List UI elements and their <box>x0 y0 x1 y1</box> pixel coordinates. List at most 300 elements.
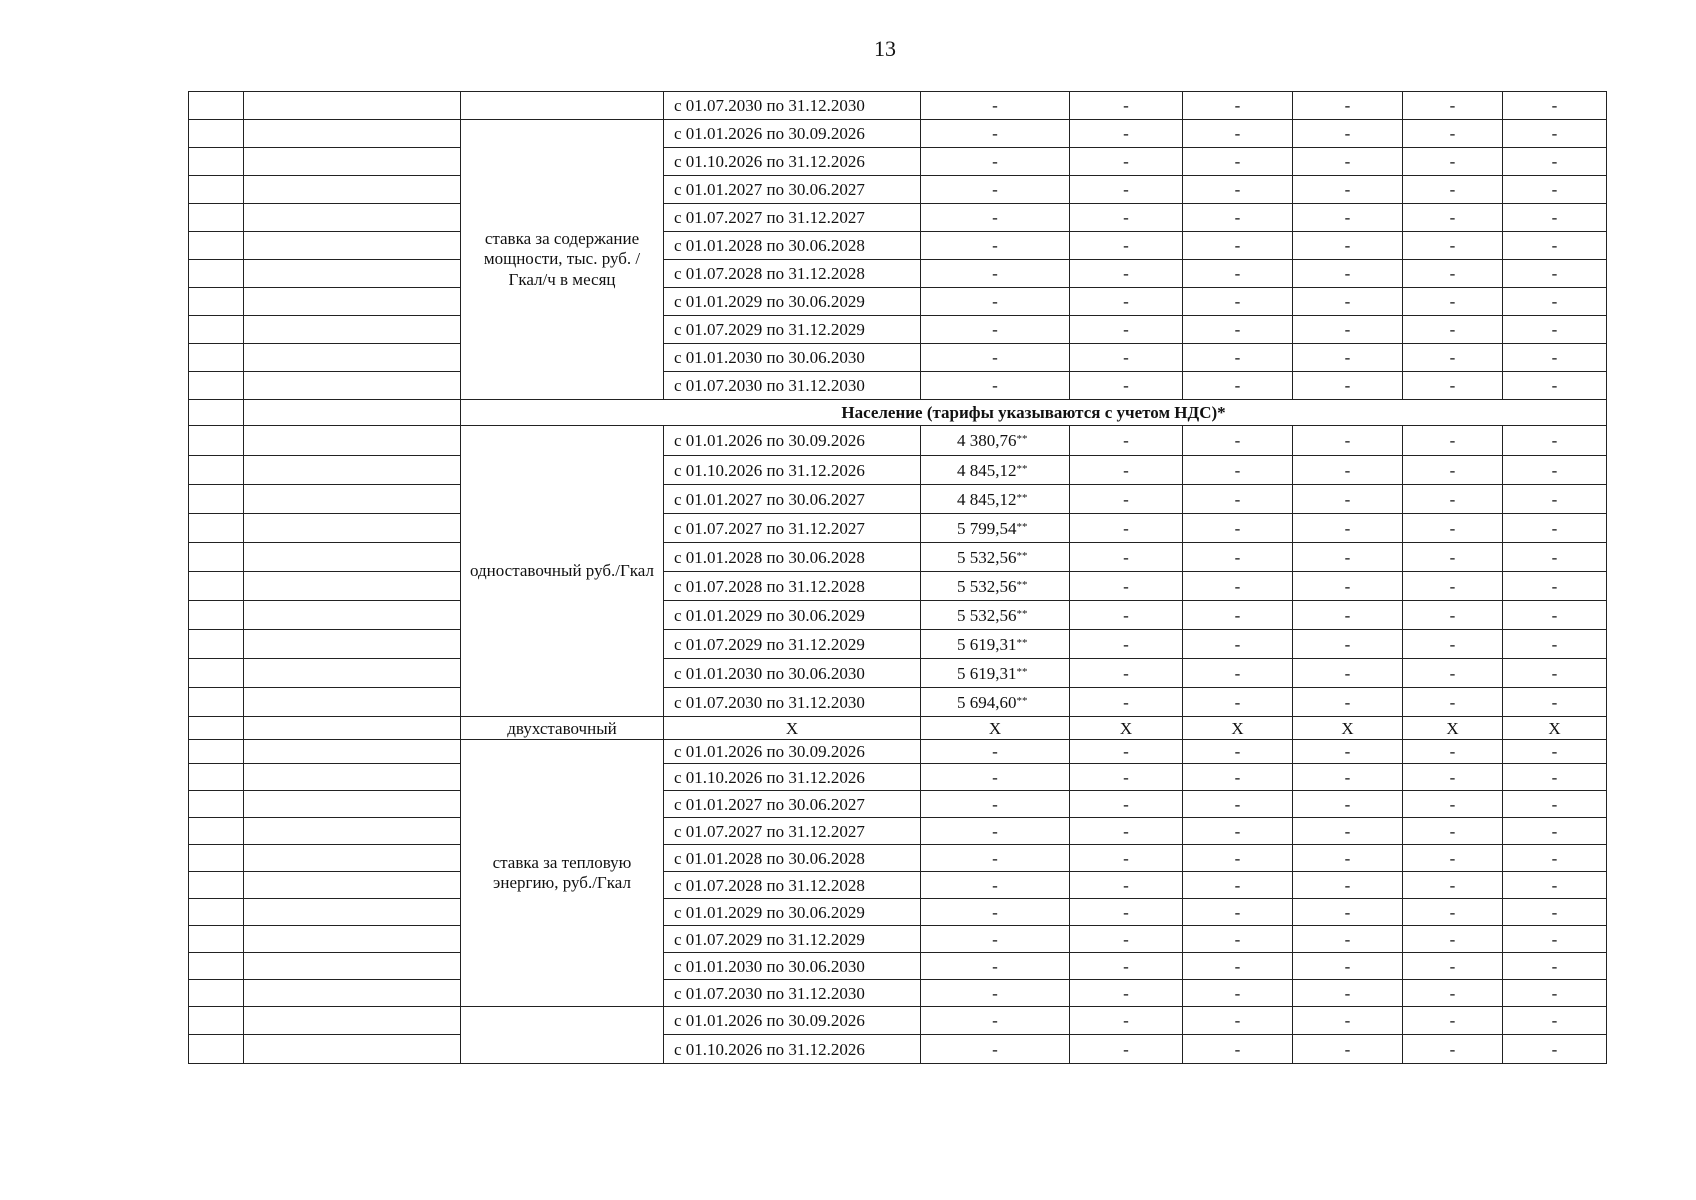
period-cell: с 01.07.2030 по 31.12.2030 <box>664 92 921 120</box>
table-row <box>189 791 1607 818</box>
dash-cell: - <box>921 120 1070 148</box>
organization-cell <box>244 717 461 740</box>
dash-cell: - <box>1183 818 1293 845</box>
dash-cell: - <box>1403 260 1503 288</box>
period-cell: с 01.01.2028 по 30.06.2028 <box>664 543 921 572</box>
period-cell: с 01.01.2027 по 30.06.2027 <box>664 791 921 818</box>
dash-cell: - <box>1070 92 1183 120</box>
dash-cell: - <box>1293 372 1403 400</box>
dash-cell: - <box>921 953 1070 980</box>
dash-cell: - <box>1403 791 1503 818</box>
row-number-cell <box>189 818 244 845</box>
period-cell: с 01.01.2030 по 30.06.2030 <box>664 953 921 980</box>
organization-cell <box>244 845 461 872</box>
period-cell: с 01.07.2027 по 31.12.2027 <box>664 514 921 543</box>
organization-cell <box>244 316 461 344</box>
dash-cell: - <box>1403 740 1503 764</box>
tariff-table <box>188 91 1607 1064</box>
organization-cell <box>244 232 461 260</box>
table-row <box>189 630 1607 659</box>
table-row <box>189 899 1607 926</box>
rate-type-label: одноставочный руб./Гкал <box>461 426 664 717</box>
dash-cell: - <box>1503 791 1607 818</box>
table-row <box>189 316 1607 344</box>
row-number-cell <box>189 426 244 456</box>
dash-cell: - <box>921 344 1070 372</box>
period-cell: с 01.07.2030 по 31.12.2030 <box>664 980 921 1007</box>
dash-cell: - <box>921 316 1070 344</box>
dash-cell: - <box>921 980 1070 1007</box>
dash-cell: - <box>1183 456 1293 485</box>
dash-cell: - <box>1403 514 1503 543</box>
table-row <box>189 543 1607 572</box>
table-row <box>189 953 1607 980</box>
dash-cell: - <box>1183 148 1293 176</box>
dash-cell: - <box>1293 926 1403 953</box>
organization-cell <box>244 344 461 372</box>
dash-cell: - <box>1070 485 1183 514</box>
dash-cell: - <box>1070 176 1183 204</box>
dash-cell: - <box>1503 92 1607 120</box>
organization-cell <box>244 260 461 288</box>
dash-cell: - <box>1403 232 1503 260</box>
dash-cell: - <box>1070 953 1183 980</box>
dash-cell: - <box>921 899 1070 926</box>
dash-cell: - <box>1293 176 1403 204</box>
dash-cell: - <box>1293 899 1403 926</box>
organization-cell <box>244 818 461 845</box>
table-row <box>189 1007 1607 1035</box>
dash-cell: - <box>1183 176 1293 204</box>
row-number-cell <box>189 372 244 400</box>
period-cell: с 01.01.2026 по 30.09.2026 <box>664 120 921 148</box>
dash-cell: - <box>1070 845 1183 872</box>
dash-cell: - <box>1403 659 1503 688</box>
dash-cell: - <box>1403 1035 1503 1064</box>
dash-cell: - <box>1293 232 1403 260</box>
dash-cell: - <box>1183 572 1293 601</box>
row-number-cell <box>189 980 244 1007</box>
organization-cell <box>244 514 461 543</box>
organization-cell <box>244 980 461 1007</box>
dash-cell: - <box>1070 456 1183 485</box>
dash-cell: - <box>921 232 1070 260</box>
tariff-value-cell <box>921 426 1070 456</box>
dash-cell: - <box>1183 899 1293 926</box>
row-number-cell <box>189 717 244 740</box>
period-cell: с 01.01.2026 по 30.09.2026 <box>664 426 921 456</box>
dash-cell: - <box>1293 514 1403 543</box>
dash-cell: - <box>1183 543 1293 572</box>
organization-cell <box>244 176 461 204</box>
tariff-value-cell <box>921 456 1070 485</box>
dash-cell: - <box>1293 92 1403 120</box>
dash-cell: - <box>1070 764 1183 791</box>
dash-cell: - <box>921 92 1070 120</box>
period-cell: с 01.01.2028 по 30.06.2028 <box>664 845 921 872</box>
row-number-cell <box>189 120 244 148</box>
period-cell: с 01.07.2028 по 31.12.2028 <box>664 260 921 288</box>
organization-cell <box>244 899 461 926</box>
table-row <box>189 688 1607 717</box>
row-number-cell <box>189 148 244 176</box>
dash-cell: - <box>1293 953 1403 980</box>
dash-cell: - <box>1070 572 1183 601</box>
dash-cell: - <box>1183 344 1293 372</box>
dash-cell: - <box>1403 485 1503 514</box>
period-cell: с 01.01.2026 по 30.09.2026 <box>664 740 921 764</box>
tariff-value-cell <box>921 601 1070 630</box>
footnote-mark: ** <box>1016 694 1028 707</box>
organization-cell <box>244 572 461 601</box>
dash-cell: - <box>1503 818 1607 845</box>
dash-cell: - <box>1293 485 1403 514</box>
dash-cell: - <box>921 872 1070 899</box>
table-row <box>189 572 1607 601</box>
dash-cell: - <box>1070 288 1183 316</box>
row-number-cell <box>189 764 244 791</box>
dash-cell: - <box>921 260 1070 288</box>
row-number-cell <box>189 344 244 372</box>
dash-cell: - <box>1183 232 1293 260</box>
dash-cell: - <box>1503 120 1607 148</box>
dash-cell: - <box>1503 204 1607 232</box>
dash-cell: - <box>1183 120 1293 148</box>
tariff-value: 5 532,56 <box>957 576 1017 596</box>
dash-cell: - <box>1183 1007 1293 1035</box>
period-cell: с 01.10.2026 по 31.12.2026 <box>664 764 921 791</box>
dash-cell: - <box>921 204 1070 232</box>
page-number: 13 <box>874 36 896 61</box>
dash-cell: - <box>1293 740 1403 764</box>
row-number-cell <box>189 1007 244 1035</box>
dash-cell: - <box>1403 845 1503 872</box>
dash-cell: - <box>921 926 1070 953</box>
organization-cell <box>244 926 461 953</box>
dash-cell: - <box>1503 953 1607 980</box>
dash-cell: - <box>1070 204 1183 232</box>
dash-cell: - <box>1070 601 1183 630</box>
dash-cell: - <box>1070 818 1183 845</box>
rate-type-label: ставка за содержание мощности, тыс. руб. /Гкал/ч в месяц <box>461 120 664 400</box>
tariff-value-cell <box>921 543 1070 572</box>
table-row <box>189 717 1607 740</box>
x-mark-cell: X <box>1503 717 1607 740</box>
dash-cell: - <box>1503 688 1607 717</box>
dash-cell: - <box>1503 659 1607 688</box>
dash-cell: - <box>1183 514 1293 543</box>
dash-cell: - <box>1070 372 1183 400</box>
tariff-value-cell <box>921 659 1070 688</box>
row-number-cell <box>189 630 244 659</box>
footnote-mark: ** <box>1016 665 1028 678</box>
dash-cell: - <box>1070 1035 1183 1064</box>
table-row <box>189 344 1607 372</box>
dash-cell: - <box>1293 764 1403 791</box>
dash-cell: - <box>1183 485 1293 514</box>
period-cell: с 01.10.2026 по 31.12.2026 <box>664 1035 921 1064</box>
dash-cell: - <box>1183 845 1293 872</box>
dash-cell: - <box>1403 926 1503 953</box>
organization-cell <box>244 764 461 791</box>
dash-cell: - <box>1070 659 1183 688</box>
period-cell: с 01.01.2026 по 30.09.2026 <box>664 1007 921 1035</box>
dash-cell: - <box>1293 659 1403 688</box>
dash-cell: - <box>1183 601 1293 630</box>
dash-cell: - <box>1183 92 1293 120</box>
dash-cell: - <box>1503 926 1607 953</box>
dash-cell: - <box>1403 899 1503 926</box>
dash-cell: - <box>1183 426 1293 456</box>
dash-cell: - <box>1183 688 1293 717</box>
row-number-cell <box>189 953 244 980</box>
dash-cell: - <box>1183 740 1293 764</box>
dash-cell: - <box>921 148 1070 176</box>
dash-cell: - <box>1183 288 1293 316</box>
dash-cell: - <box>921 372 1070 400</box>
dash-cell: - <box>1503 372 1607 400</box>
dash-cell: - <box>1503 456 1607 485</box>
row-number-cell <box>189 601 244 630</box>
period-cell: с 01.07.2029 по 31.12.2029 <box>664 316 921 344</box>
dash-cell: - <box>1070 316 1183 344</box>
organization-cell <box>244 372 461 400</box>
period-cell: с 01.01.2030 по 30.06.2030 <box>664 344 921 372</box>
tariff-value: 4 845,12 <box>957 489 1017 509</box>
organization-cell <box>244 1035 461 1064</box>
dash-cell: - <box>1503 1007 1607 1035</box>
footnote-mark: ** <box>1016 607 1028 620</box>
dash-cell: - <box>1183 926 1293 953</box>
dash-cell: - <box>1403 601 1503 630</box>
footnote-mark: ** <box>1016 491 1028 504</box>
dash-cell: - <box>1503 344 1607 372</box>
period-cell: с 01.07.2029 по 31.12.2029 <box>664 630 921 659</box>
dash-cell: - <box>1183 204 1293 232</box>
period-cell: с 01.01.2027 по 30.06.2027 <box>664 176 921 204</box>
row-number-cell <box>189 659 244 688</box>
dash-cell: - <box>1403 953 1503 980</box>
tariff-table-body <box>189 92 1607 1064</box>
dash-cell: - <box>1403 426 1503 456</box>
table-row <box>189 980 1607 1007</box>
dash-cell: - <box>1503 316 1607 344</box>
dash-cell: - <box>1070 426 1183 456</box>
organization-cell <box>244 426 461 456</box>
x-mark-cell: X <box>1070 717 1183 740</box>
dash-cell: - <box>1070 980 1183 1007</box>
dash-cell: - <box>1503 288 1607 316</box>
period-cell: с 01.10.2026 по 31.12.2026 <box>664 148 921 176</box>
dash-cell: - <box>1403 120 1503 148</box>
footnote-mark: ** <box>1016 636 1028 649</box>
table-row <box>189 740 1607 764</box>
table-row <box>189 204 1607 232</box>
period-cell: с 01.07.2030 по 31.12.2030 <box>664 372 921 400</box>
dash-cell: - <box>1503 514 1607 543</box>
row-number-cell <box>189 400 244 426</box>
table-row <box>189 845 1607 872</box>
dash-cell: - <box>1403 980 1503 1007</box>
dash-cell: - <box>1293 316 1403 344</box>
dash-cell: - <box>1293 688 1403 717</box>
row-number-cell <box>189 872 244 899</box>
tariff-value: 5 799,54 <box>957 518 1017 538</box>
dash-cell: - <box>1293 204 1403 232</box>
tariff-value: 4 380,76 <box>957 431 1017 450</box>
dash-cell: - <box>1293 344 1403 372</box>
dash-cell: - <box>1503 872 1607 899</box>
organization-cell <box>244 688 461 717</box>
dash-cell: - <box>1503 426 1607 456</box>
tariff-value-cell <box>921 688 1070 717</box>
table-row <box>189 400 1607 426</box>
row-number-cell <box>189 485 244 514</box>
row-number-cell <box>189 92 244 120</box>
dash-cell: - <box>1403 344 1503 372</box>
organization-cell <box>244 120 461 148</box>
dash-cell: - <box>1503 899 1607 926</box>
tariff-value: 5 532,56 <box>957 605 1017 625</box>
dash-cell: - <box>1503 232 1607 260</box>
period-cell: с 01.07.2030 по 31.12.2030 <box>664 688 921 717</box>
dash-cell: - <box>1183 1035 1293 1064</box>
dash-cell: - <box>1183 764 1293 791</box>
x-mark-cell: X <box>664 717 921 740</box>
dash-cell: - <box>1070 260 1183 288</box>
dash-cell: - <box>1183 872 1293 899</box>
dash-cell: - <box>1293 791 1403 818</box>
organization-cell <box>244 740 461 764</box>
dash-cell: - <box>1183 260 1293 288</box>
dash-cell: - <box>1293 260 1403 288</box>
dash-cell: - <box>1183 791 1293 818</box>
dash-cell: - <box>1403 316 1503 344</box>
dash-cell: - <box>921 288 1070 316</box>
dash-cell: - <box>1503 176 1607 204</box>
table-row <box>189 926 1607 953</box>
organization-cell <box>244 92 461 120</box>
footnote-mark: ** <box>1016 462 1028 475</box>
row-number-cell <box>189 845 244 872</box>
dash-cell: - <box>1503 148 1607 176</box>
table-row <box>189 232 1607 260</box>
dash-cell: - <box>1403 148 1503 176</box>
table-row <box>189 485 1607 514</box>
dash-cell: - <box>1293 543 1403 572</box>
dash-cell: - <box>1403 204 1503 232</box>
footnote-mark: ** <box>1016 549 1028 562</box>
table-row <box>189 456 1607 485</box>
organization-cell <box>244 148 461 176</box>
dash-cell: - <box>1293 845 1403 872</box>
organization-cell <box>244 204 461 232</box>
row-number-cell <box>189 1035 244 1064</box>
tariff-value: 5 619,31 <box>957 634 1017 654</box>
dash-cell: - <box>1070 630 1183 659</box>
dash-cell: - <box>921 1007 1070 1035</box>
rate-type-label: ставка за тепловую энергию, руб./Гкал <box>461 740 664 1007</box>
table-row <box>189 260 1607 288</box>
dash-cell: - <box>1503 485 1607 514</box>
dash-cell: - <box>1403 872 1503 899</box>
tariff-value: 4 845,12 <box>957 460 1017 480</box>
dash-cell: - <box>921 791 1070 818</box>
period-cell: с 01.01.2029 по 30.06.2029 <box>664 288 921 316</box>
dash-cell: - <box>1183 659 1293 688</box>
table-row <box>189 818 1607 845</box>
dash-cell: - <box>921 1035 1070 1064</box>
row-number-cell <box>189 572 244 601</box>
dash-cell: - <box>1503 543 1607 572</box>
footnote-mark: ** <box>1016 433 1028 445</box>
organization-cell <box>244 630 461 659</box>
period-cell: с 01.07.2027 по 31.12.2027 <box>664 204 921 232</box>
dash-cell: - <box>1403 818 1503 845</box>
row-number-cell <box>189 232 244 260</box>
dash-cell: - <box>1403 630 1503 659</box>
row-number-cell <box>189 316 244 344</box>
dash-cell: - <box>1503 980 1607 1007</box>
rate-type-cell <box>461 92 664 120</box>
dash-cell: - <box>1070 791 1183 818</box>
table-row <box>189 601 1607 630</box>
dash-cell: - <box>1403 372 1503 400</box>
table-row <box>189 176 1607 204</box>
row-number-cell <box>189 260 244 288</box>
dash-cell: - <box>1070 344 1183 372</box>
dash-cell: - <box>1183 980 1293 1007</box>
period-cell: с 01.07.2027 по 31.12.2027 <box>664 818 921 845</box>
organization-cell <box>244 288 461 316</box>
table-row <box>189 148 1607 176</box>
dash-cell: - <box>1503 764 1607 791</box>
dash-cell: - <box>921 845 1070 872</box>
dash-cell: - <box>1070 148 1183 176</box>
organization-cell <box>244 791 461 818</box>
period-cell: с 01.07.2029 по 31.12.2029 <box>664 926 921 953</box>
organization-cell <box>244 1007 461 1035</box>
dash-cell: - <box>1503 1035 1607 1064</box>
period-cell: с 01.01.2029 по 30.06.2029 <box>664 601 921 630</box>
row-number-cell <box>189 176 244 204</box>
tariff-value-cell <box>921 630 1070 659</box>
period-cell: с 01.07.2028 по 31.12.2028 <box>664 872 921 899</box>
tariff-value-cell <box>921 572 1070 601</box>
dash-cell: - <box>1070 899 1183 926</box>
dash-cell: - <box>1293 601 1403 630</box>
table-row <box>189 872 1607 899</box>
dash-cell: - <box>1503 740 1607 764</box>
dash-cell: - <box>1403 92 1503 120</box>
rate-type-label: двухставочный <box>461 717 664 740</box>
dash-cell: - <box>1403 456 1503 485</box>
row-number-cell <box>189 899 244 926</box>
dash-cell: - <box>1070 1007 1183 1035</box>
row-number-cell <box>189 288 244 316</box>
dash-cell: - <box>1070 740 1183 764</box>
dash-cell: - <box>1293 872 1403 899</box>
table-row <box>189 426 1607 456</box>
period-cell: с 01.01.2028 по 30.06.2028 <box>664 232 921 260</box>
tariff-value-cell <box>921 514 1070 543</box>
period-cell: с 01.01.2027 по 30.06.2027 <box>664 485 921 514</box>
dash-cell: - <box>921 764 1070 791</box>
dash-cell: - <box>1070 543 1183 572</box>
period-cell: с 01.07.2028 по 31.12.2028 <box>664 572 921 601</box>
period-cell: с 01.01.2029 по 30.06.2029 <box>664 899 921 926</box>
organization-cell <box>244 659 461 688</box>
